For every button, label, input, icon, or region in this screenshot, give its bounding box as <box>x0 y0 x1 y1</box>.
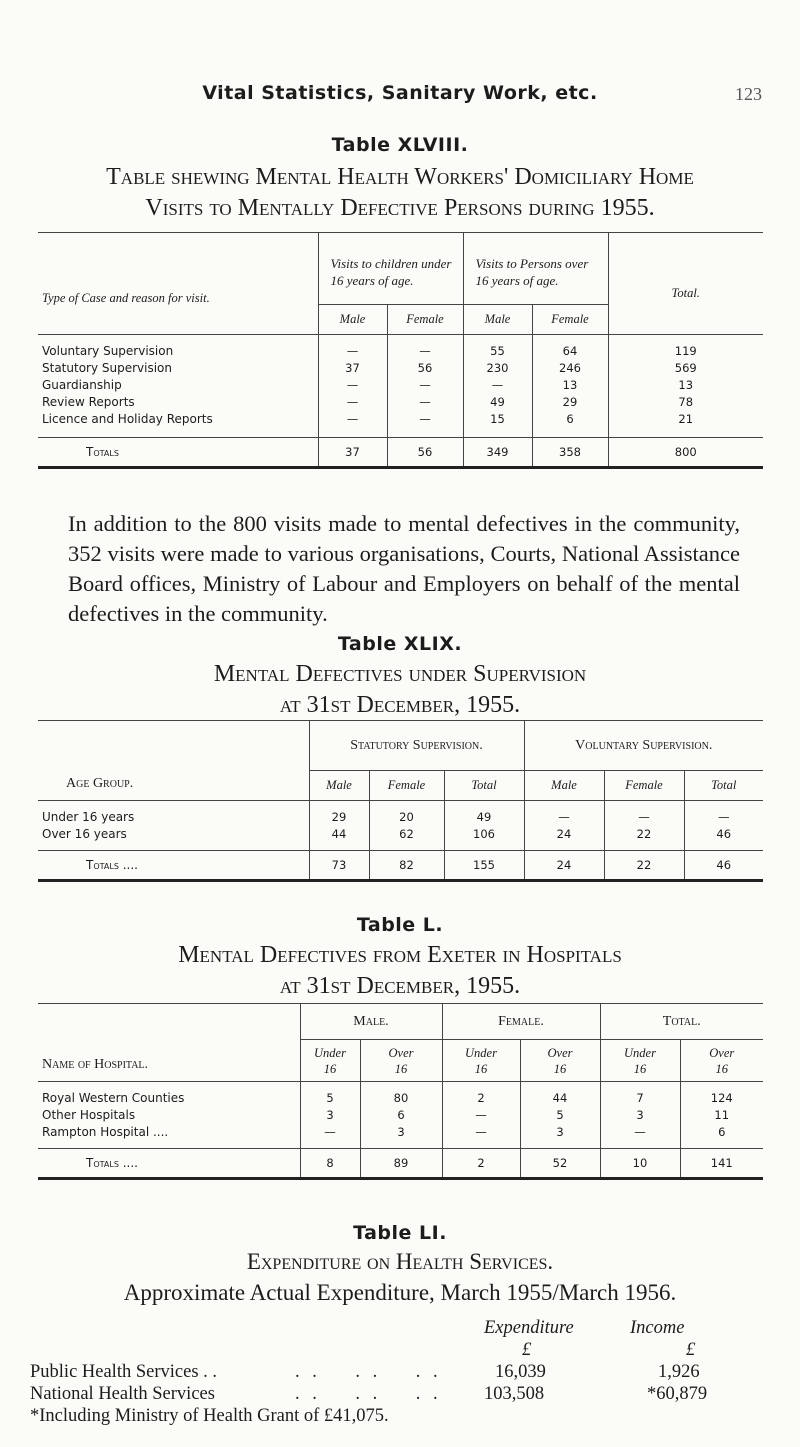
row-label: National Health Services <box>30 1384 215 1404</box>
table-49 <box>38 720 763 882</box>
table-49-heading-line1: Mental Defectives under Supervision <box>213 661 587 687</box>
cell: 80 <box>360 1090 442 1107</box>
subheader-male: Male <box>463 305 532 335</box>
table-row <box>38 809 763 826</box>
cell: — <box>684 809 763 826</box>
table-49-label: Table XLIX. <box>337 633 463 655</box>
cell: 124 <box>680 1090 763 1107</box>
cell: 49 <box>444 809 524 826</box>
table-50 <box>38 1003 763 1180</box>
cell: 29 <box>532 394 608 411</box>
table-48-heading <box>0 162 800 224</box>
cell: 569 <box>608 360 763 377</box>
cell: 141 <box>680 1149 763 1179</box>
subheader-female: Female <box>532 305 608 335</box>
cell: — <box>318 411 387 428</box>
subheader-total: Total <box>444 771 524 801</box>
expenditure-table <box>30 1317 760 1427</box>
table-49-heading <box>0 659 800 721</box>
cell: 106 <box>444 826 524 843</box>
page-header <box>0 82 800 112</box>
table-row <box>38 394 763 411</box>
row-label: Voluntary Supervision <box>42 344 174 358</box>
table-49-section <box>0 633 800 721</box>
table-50-heading-line2: at 31st December, 1955. <box>279 973 521 999</box>
subheader-female: Female <box>369 771 444 801</box>
row-label: Other Hospitals <box>42 1108 136 1122</box>
col-voluntary-header: Voluntary Supervision. <box>524 721 763 771</box>
list-item: Public Health Services . . . . . . . . 16,039 1,926 <box>30 1362 700 1382</box>
cell: — <box>604 809 684 826</box>
col-female-header: Female. <box>442 1004 600 1040</box>
col-income-header: Income <box>630 1318 685 1338</box>
cell: 37 <box>318 360 387 377</box>
table-51-section <box>0 1222 800 1308</box>
col-age-header: Age Group. <box>38 721 309 801</box>
cell: 3 <box>300 1107 360 1124</box>
expenditure-value: 103,508 <box>484 1384 545 1404</box>
cell: 800 <box>608 438 763 468</box>
row-label: Over 16 years <box>42 827 127 841</box>
totals-label: Totals .... <box>38 851 309 881</box>
cell: — <box>318 343 387 360</box>
subheader-total: Total <box>684 771 763 801</box>
cell: 52 <box>520 1149 600 1179</box>
cell: 64 <box>532 343 608 360</box>
col-type-header: Type of Case and reason for visit. <box>38 233 318 335</box>
cell: 6 <box>680 1124 763 1141</box>
col-male-header: Male. <box>300 1004 442 1040</box>
cell: 62 <box>369 826 444 843</box>
subheader-female: Female <box>387 305 463 335</box>
col-under16-header: Visits to children under 16 years of age. <box>318 233 463 305</box>
cell: 55 <box>463 343 532 360</box>
subheader-over16: Over 16 <box>680 1040 763 1082</box>
col-total-header: Total. <box>608 233 763 335</box>
row-label: Review Reports <box>42 395 135 409</box>
row-label: Under 16 years <box>42 810 135 824</box>
table-row <box>38 1124 763 1141</box>
income-value: 1,926 <box>658 1362 700 1382</box>
row-label: Rampton Hospital .... <box>42 1125 169 1139</box>
cell: — <box>387 411 463 428</box>
cell: 15 <box>463 411 532 428</box>
cell: 24 <box>524 826 604 843</box>
cell: 6 <box>532 411 608 428</box>
table-50-heading-line1: Mental Defectives from Exeter in Hospitals <box>178 942 622 968</box>
subheader-under16: Under 16 <box>442 1040 520 1082</box>
subheader-over16: Over 16 <box>520 1040 600 1082</box>
cell: — <box>524 809 604 826</box>
page-number: 123 <box>735 84 762 104</box>
cell: — <box>387 343 463 360</box>
totals-row <box>38 851 763 881</box>
table-row <box>38 377 763 394</box>
cell: — <box>442 1124 520 1141</box>
cell: 46 <box>684 851 763 881</box>
table-48-heading-line2: Visits to Mentally Defective Persons during 1955. <box>145 195 655 221</box>
table-48-heading-line1: Table shewing Mental Health Workers' Domiciliary Home <box>106 164 694 190</box>
cell: 20 <box>369 809 444 826</box>
table-51-heading-line1: Expenditure on Health Services. <box>246 1249 554 1274</box>
cell: 73 <box>309 851 369 881</box>
cell: 13 <box>608 377 763 394</box>
cell: 5 <box>520 1107 600 1124</box>
col-statutory-header: Statutory Supervision. <box>309 721 524 771</box>
list-item: National Health Services . . . . . . 103,508 *60,879 <box>30 1384 708 1404</box>
cell: 11 <box>680 1107 763 1124</box>
cell: 119 <box>608 343 763 360</box>
table-row <box>38 1090 763 1107</box>
cell: 89 <box>360 1149 442 1179</box>
table-50-section <box>0 914 800 1002</box>
cell: 13 <box>532 377 608 394</box>
cell: 5 <box>300 1090 360 1107</box>
cell: 2 <box>442 1149 520 1179</box>
cell: 46 <box>684 826 763 843</box>
cell: 3 <box>520 1124 600 1141</box>
col-name-header: Name of Hospital. <box>38 1004 300 1082</box>
cell: 10 <box>600 1149 680 1179</box>
cell: 49 <box>463 394 532 411</box>
cell: 44 <box>309 826 369 843</box>
cell: — <box>300 1124 360 1141</box>
totals-row <box>38 1149 763 1179</box>
table-row <box>38 411 763 428</box>
expenditure-value: 16,039 <box>495 1362 546 1382</box>
table-49-heading-line2: at 31st December, 1955. <box>279 692 521 718</box>
col-expenditure-header: Expenditure <box>484 1318 574 1338</box>
cell: 21 <box>608 411 763 428</box>
table-51-heading <box>0 1246 800 1308</box>
subheader-over16: Over 16 <box>360 1040 442 1082</box>
cell: — <box>318 377 387 394</box>
table-row <box>38 343 763 360</box>
cell: 349 <box>463 438 532 468</box>
totals-row <box>38 438 763 468</box>
row-label: Licence and Holiday Reports <box>42 412 213 426</box>
table-50-label: Table L. <box>356 914 444 936</box>
cell: 22 <box>604 826 684 843</box>
table-50-heading <box>0 940 800 1002</box>
table-51-label: Table LI. <box>353 1222 447 1244</box>
cell: — <box>387 377 463 394</box>
subheader-female: Female <box>604 771 684 801</box>
cell: 3 <box>360 1124 442 1141</box>
row-label: Guardianship <box>42 378 122 392</box>
cell: 358 <box>532 438 608 468</box>
cell: 246 <box>532 360 608 377</box>
row-label: Public Health Services . . <box>30 1362 218 1382</box>
income-value: *60,879 <box>647 1384 708 1404</box>
cell: 3 <box>600 1107 680 1124</box>
table-row <box>38 826 763 843</box>
totals-label: Totals .... <box>38 1149 300 1179</box>
cell: 155 <box>444 851 524 881</box>
table-48-section <box>0 134 800 224</box>
row-label: Royal Western Counties <box>42 1091 185 1105</box>
cell: 29 <box>309 809 369 826</box>
cell: 82 <box>369 851 444 881</box>
cell: 44 <box>520 1090 600 1107</box>
cell: — <box>387 394 463 411</box>
col-total-header: Total. <box>600 1004 763 1040</box>
currency-row <box>30 1339 760 1361</box>
table-row <box>38 360 763 377</box>
cell: 6 <box>360 1107 442 1124</box>
col-over16-header: Visits to Persons over 16 years of age. <box>463 233 608 305</box>
subheader-male: Male <box>524 771 604 801</box>
table-48-label: Table XLVIII. <box>331 134 469 156</box>
cell: 56 <box>387 438 463 468</box>
table-51-heading-line2: Approximate Actual Expenditure, March 1955/March 1956. <box>123 1280 677 1305</box>
cell: 230 <box>463 360 532 377</box>
cell: 7 <box>600 1090 680 1107</box>
row-label: Statutory Supervision <box>42 361 173 375</box>
cell: — <box>318 394 387 411</box>
cell: 8 <box>300 1149 360 1179</box>
currency-symbol: £ <box>522 1340 532 1360</box>
subheader-male: Male <box>309 771 369 801</box>
page-header-title: Vital Statistics, Sanitary Work, etc. <box>202 82 598 104</box>
table-row <box>38 1107 763 1124</box>
subheader-under16: Under 16 <box>300 1040 360 1082</box>
cell: 24 <box>524 851 604 881</box>
expenditure-header <box>30 1317 760 1339</box>
cell: 56 <box>387 360 463 377</box>
currency-symbol: £ <box>686 1340 696 1360</box>
cell: — <box>442 1107 520 1124</box>
cell: 78 <box>608 394 763 411</box>
footnote: *Including Ministry of Health Grant of £41,075. <box>30 1406 389 1426</box>
subheader-male: Male <box>318 305 387 335</box>
subheader-under16: Under 16 <box>600 1040 680 1082</box>
totals-label: Totals <box>38 438 318 468</box>
cell: 37 <box>318 438 387 468</box>
cell: 22 <box>604 851 684 881</box>
body-paragraph: In addition to the 800 visits made to mental defectives in the community, 352 visits were made to various organisations, Courts, National Assistance Board offices, Ministry of Labour and Employers on behalf of the mental defectives in the community. <box>68 511 740 626</box>
cell: — <box>600 1124 680 1141</box>
cell: 2 <box>442 1090 520 1107</box>
cell: — <box>463 377 532 394</box>
table-48 <box>38 232 763 469</box>
